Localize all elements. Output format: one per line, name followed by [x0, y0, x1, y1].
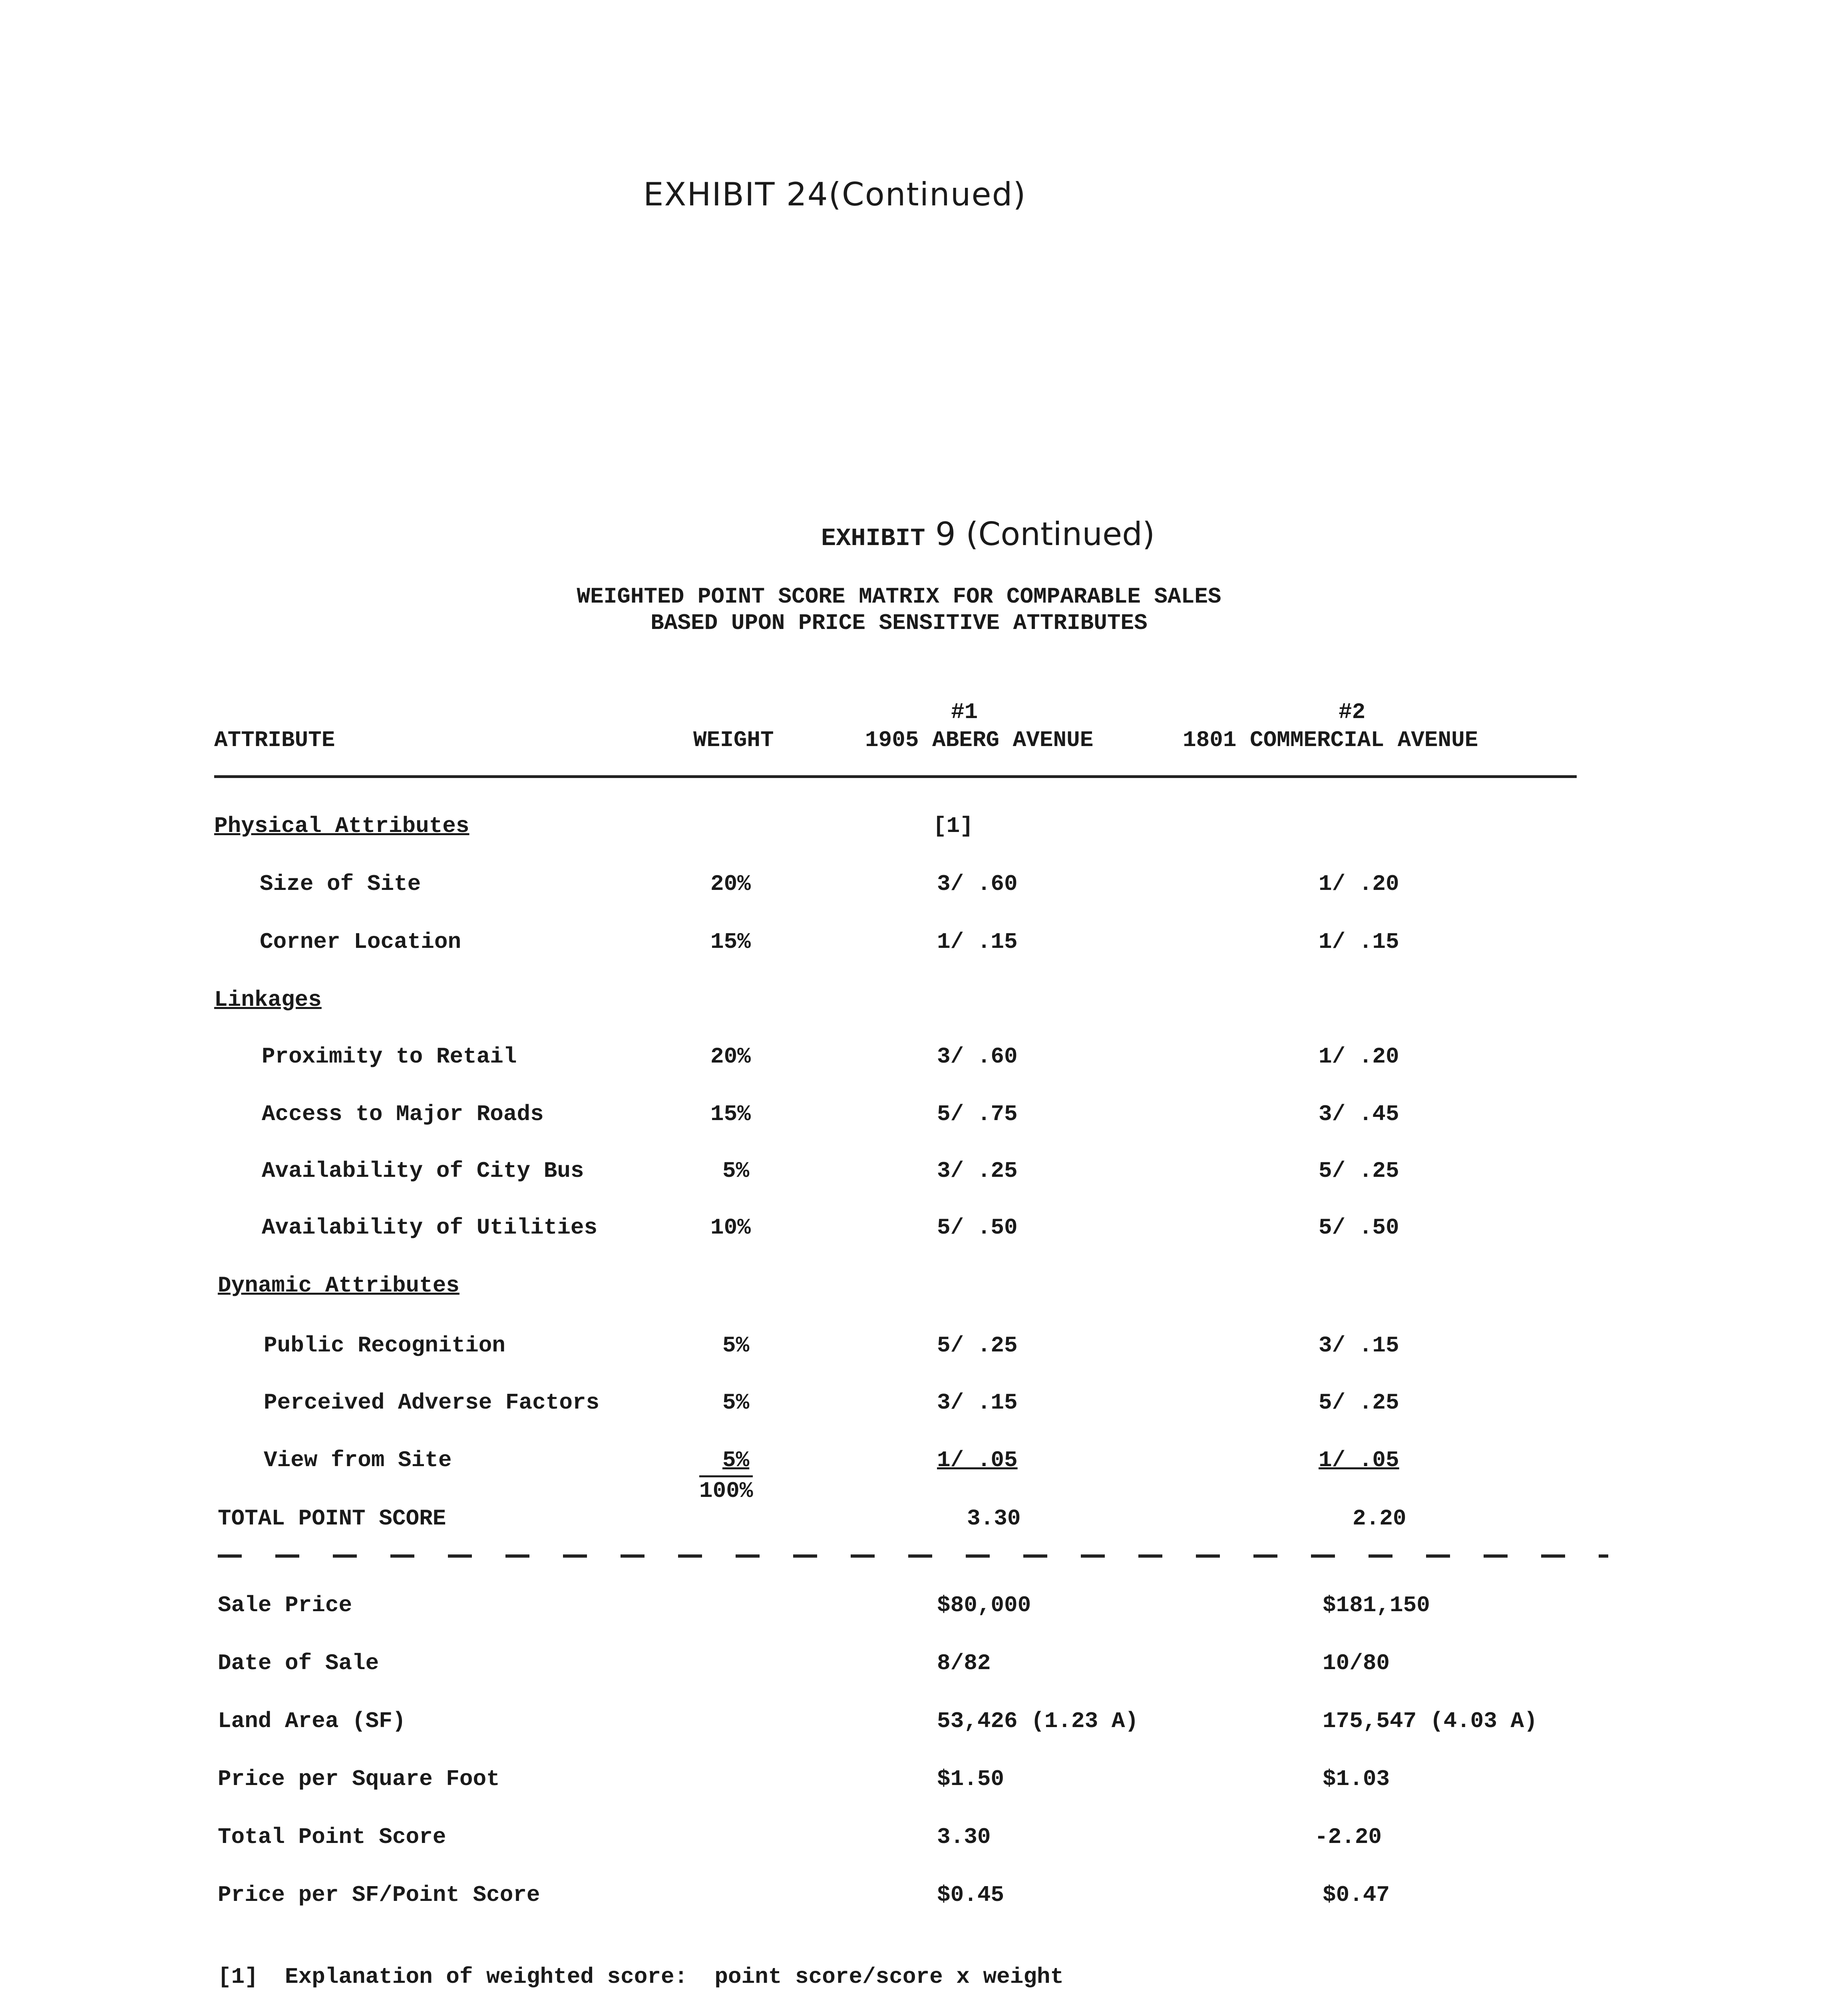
weight-value: 20%	[710, 1044, 751, 1069]
attribute-label: Access to Major Roads	[262, 1101, 544, 1127]
summary-label: Total Point Score	[218, 1824, 446, 1850]
section-title-dynamic: Dynamic Attributes	[218, 1273, 460, 1298]
sale1-score: 3/ .60	[937, 871, 1018, 897]
sale2-score: 1/ .15	[1319, 929, 1399, 955]
summary-sale1: $1.50	[937, 1766, 1005, 1792]
sale1-score: 5/ .75	[937, 1101, 1018, 1127]
attribute-label: Size of Site	[260, 871, 421, 897]
summary-sale1: 8/82	[937, 1650, 991, 1676]
section-title-physical: Physical Attributes	[214, 813, 469, 839]
footnote: [1] Explanation of weighted score: point score/score x weight	[218, 1964, 1064, 1990]
summary-sale2: -2.20	[1315, 1824, 1382, 1850]
subtitle-line-2: BASED UPON PRICE SENSITIVE ATTRIBUTES	[650, 610, 1148, 636]
summary-sale1: 53,426 (1.23 A)	[937, 1708, 1139, 1734]
attribute-label: Perceived Adverse Factors	[264, 1390, 600, 1415]
exhibit-9-title	[821, 515, 1155, 553]
attribute-label: Corner Location	[260, 929, 462, 955]
weight-value: 10%	[710, 1215, 751, 1240]
header-sale1-address: 1905 ABERG AVENUE	[865, 727, 1094, 753]
total-point-score-sale1: 3.30	[967, 1506, 1021, 1531]
sale2-score: 5/ .25	[1319, 1158, 1399, 1184]
attribute-label: Availability of Utilities	[262, 1215, 598, 1240]
summary-sale2: $0.47	[1323, 1882, 1390, 1908]
exhibit-9-suffix: 9 (Continued)	[935, 515, 1155, 553]
sale2-score: 1/ .20	[1319, 1044, 1399, 1069]
attribute-label: Public Recognition	[264, 1333, 505, 1358]
weight-value: 5%	[722, 1158, 750, 1184]
weight-value: 5%	[722, 1447, 750, 1473]
weight-value: 15%	[710, 1101, 751, 1127]
summary-label: Land Area (SF)	[218, 1708, 406, 1734]
sale2-score: 5/ .50	[1319, 1215, 1399, 1240]
sale2-score: 3/ .45	[1319, 1101, 1399, 1127]
sale1-score: 1/ .05	[937, 1447, 1018, 1473]
exhibit-9-prefix: EXHIBIT	[821, 524, 925, 553]
sale1-score: 3/ .25	[937, 1158, 1018, 1184]
summary-sale2: $1.03	[1323, 1766, 1390, 1792]
sale1-score: 5/ .25	[937, 1333, 1018, 1358]
header-weight: WEIGHT	[693, 727, 774, 753]
attribute-label: Availability of City Bus	[262, 1158, 584, 1184]
summary-label: Price per SF/Point Score	[218, 1882, 540, 1908]
section-title-linkages: Linkages	[214, 987, 322, 1013]
sale1-score: 3/ .15	[937, 1390, 1018, 1415]
weight-value: 15%	[710, 929, 751, 955]
summary-label: Sale Price	[218, 1592, 352, 1618]
exhibit-24-title: EXHIBIT 24(Continued)	[643, 176, 1026, 213]
sale1-score: 1/ .15	[937, 929, 1018, 955]
sale1-score: 3/ .60	[937, 1044, 1018, 1069]
summary-label: Date of Sale	[218, 1650, 379, 1676]
summary-sale1: $0.45	[937, 1882, 1005, 1908]
total-point-score-label: TOTAL POINT SCORE	[218, 1506, 446, 1531]
summary-sale2: $181,150	[1323, 1592, 1430, 1618]
sale1-score: 5/ .50	[937, 1215, 1018, 1240]
sale2-score: 1/ .05	[1319, 1447, 1399, 1473]
sale2-score: 3/ .15	[1319, 1333, 1399, 1358]
footnote-marker: [1]	[933, 813, 973, 839]
weight-total: 100%	[699, 1475, 753, 1504]
header-attribute: ATTRIBUTE	[214, 727, 335, 753]
attribute-label: Proximity to Retail	[262, 1044, 517, 1069]
summary-sale1: $80,000	[937, 1592, 1031, 1618]
weight-value: 5%	[722, 1333, 750, 1358]
header-sale1-number: #1	[951, 699, 978, 725]
weight-value: 5%	[722, 1390, 750, 1415]
summary-sale2: 10/80	[1323, 1650, 1390, 1676]
sale2-score: 5/ .25	[1319, 1390, 1399, 1415]
subtitle-line-1: WEIGHTED POINT SCORE MATRIX FOR COMPARABLE SALES	[577, 584, 1221, 609]
header-sale2-number: #2	[1339, 699, 1366, 725]
summary-sale1: 3.30	[937, 1824, 991, 1850]
attribute-label: View from Site	[264, 1447, 452, 1473]
header-sale2-address: 1801 COMMERCIAL AVENUE	[1183, 727, 1478, 753]
dashed-separator	[218, 1554, 1608, 1558]
matrix-subtitle	[519, 583, 1279, 636]
summary-sale2: 175,547 (4.03 A)	[1323, 1708, 1538, 1734]
weight-value: 20%	[710, 871, 751, 897]
sale2-score: 1/ .20	[1319, 871, 1399, 897]
summary-label: Price per Square Foot	[218, 1766, 500, 1792]
total-point-score-sale2: 2.20	[1353, 1506, 1406, 1531]
header-rule	[214, 775, 1577, 778]
